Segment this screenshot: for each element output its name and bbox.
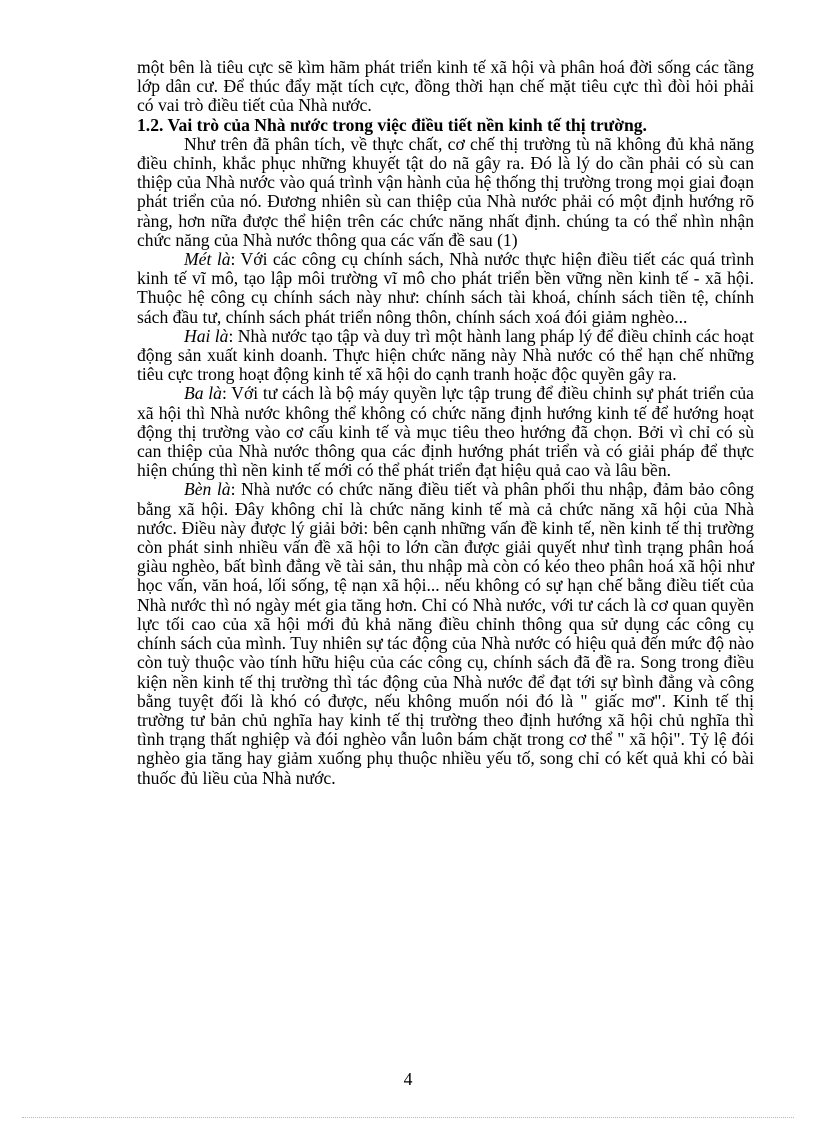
- paragraph-second-text: : Nhà nước tạo tập và duy trì một hành lang pháp lý để điều chỉnh các hoạt động sản xuất kinh doanh. Thực hiện chức năng này Nhà nước có thể hạn chế những tiêu cực trong hoạt động kinh tế xã hội do cạnh tranh hoặc độc quyền gây ra.: [137, 325, 754, 385]
- paragraph-first: [137, 250, 754, 327]
- paragraph-second: [137, 327, 754, 385]
- page-bottom-divider: [22, 1117, 794, 1118]
- paragraph-third-text: : Với tư cách là bộ máy quyền lực tập trung để điều chỉnh sự phát triển của xã hội thì Nhà nước không thể không có chức năng định hướng kinh tế để hướng hoạt động thị trường vào cơ cấu kinh tế và mục tiêu theo hướng đã chọn. Bởi vì chỉ có sù can thiệp của Nhà nước thông qua các định hướng phát triển và có giải pháp để thực hiện chúng thì nền kinh tế mới có thể phát triển đạt hiệu quả cao và lâu bền.: [137, 383, 754, 481]
- paragraph-third-lead: Ba là: [184, 383, 222, 404]
- page-number: 4: [403, 1069, 413, 1089]
- paragraph-main: Như trên đã phân tích, về thực chất, cơ chế thị trường tù nã không đủ khả năng điều chỉnh, khắc phục những khuyết tật do nã gây ra. Đó là lý do cần phải có sù can thiệp của Nhà nước vào quá trình vận hành của hệ thống thị trường trong mọi giai đoạn phát triển của nó. Đương nhiên sù can thiệp của Nhà nước phải có một định hướng rõ ràng, hơn nữa được thể hiện trên các chức năng nhất định. chúng ta có thể nhìn nhận chức năng của Nhà nước thông qua các vấn đề sau (1): [137, 133, 754, 250]
- paragraph-fourth-lead: Bèn là: [184, 479, 231, 500]
- paragraph-intro: một bên là tiêu cực sẽ kìm hãm phát triển kinh tế xã hội và phân hoá đời sống các tầng lớp dân cư. Để thúc đẩy mặt tích cực, đồng thời hạn chế mặt tiêu cực thì đòi hỏi phải có vai trò điều tiết của Nhà nước.: [137, 57, 754, 116]
- section-heading: 1.2. Vai trò của Nhà nước trong việc điều tiết nền kinh tế thị trường.: [137, 114, 647, 135]
- document-page: [137, 58, 754, 788]
- paragraph-second-lead: Hai là: [184, 325, 229, 346]
- paragraph-fourth: [137, 480, 754, 787]
- paragraph-first-text: : Với các công cụ chính sách, Nhà nước thực hiện điều tiết các quá trình kinh tế vĩ mô, tạo lập môi trường vĩ mô cho phát triển bền vững nền kinh tế - xã hội. Thuộc hệ công cụ chính sách này như: chính sách tài khoá, chính sách tiền tệ, chính sách đầu tư, chính sách phát triển nông thôn, chính sách xoá đói giảm nghèo...: [137, 249, 754, 327]
- paragraph-fourth-text: : Nhà nước có chức năng điều tiết và phân phối thu nhập, đảm bảo công bằng xã hội. Đây không chỉ là chức năng kinh tế mà cả chức năng xã hội của Nhà nước. Điều này được lý giải bởi: bên cạnh những vấn đề kinh tế, nền kinh tế thị trường còn phát sinh nhiều vấn đề xã hội to lớn cần được giải quyết như tình trạng phân hoá giàu nghèo, bất bình đẳng về tài sản, thu nhập mà còn có kéo theo phân hoá xã hội như học vấn, văn hoá, lối sống, tệ nạn xã hội... nếu không có sự hạn chế bằng điều tiết của Nhà nước thì nó ngày mét gia tăng hơn. Chỉ có Nhà nước, với tư cách là cơ quan quyền lực tối cao của xã hội mới đủ khả năng điều chỉnh thông qua sử dụng các công cụ chính sách của mình. Tuy nhiên sự tác động của Nhà nước có hiệu quả đến mức độ nào còn tuỳ thuộc vào tính hữu hiệu của các công cụ, chính sách đã đề ra. Song trong điều kiện nền kinh tế thị trường thì tác động của Nhà nước để đạt tới sự bình đẳng và công bằng tuyệt đối là khó có được, nếu không muốn nói đó là " giấc mơ". Kinh tế thị trường tư bản chủ nghĩa hay kinh tế thị trường theo định hướng xã hội chủ nghĩa thì tình trạng thất nghiệp và đói nghèo vẫn luôn bám chặt trong cơ thể " xã hội". Tỷ lệ đói nghèo gia tăng hay giảm xuống phụ thuộc nhiều yếu tố, song chỉ có kết quả khi có bài thuốc đủ liều của Nhà nước.: [137, 479, 755, 788]
- paragraph-third: [137, 384, 754, 480]
- paragraph-first-lead: Mét là: [184, 249, 231, 270]
